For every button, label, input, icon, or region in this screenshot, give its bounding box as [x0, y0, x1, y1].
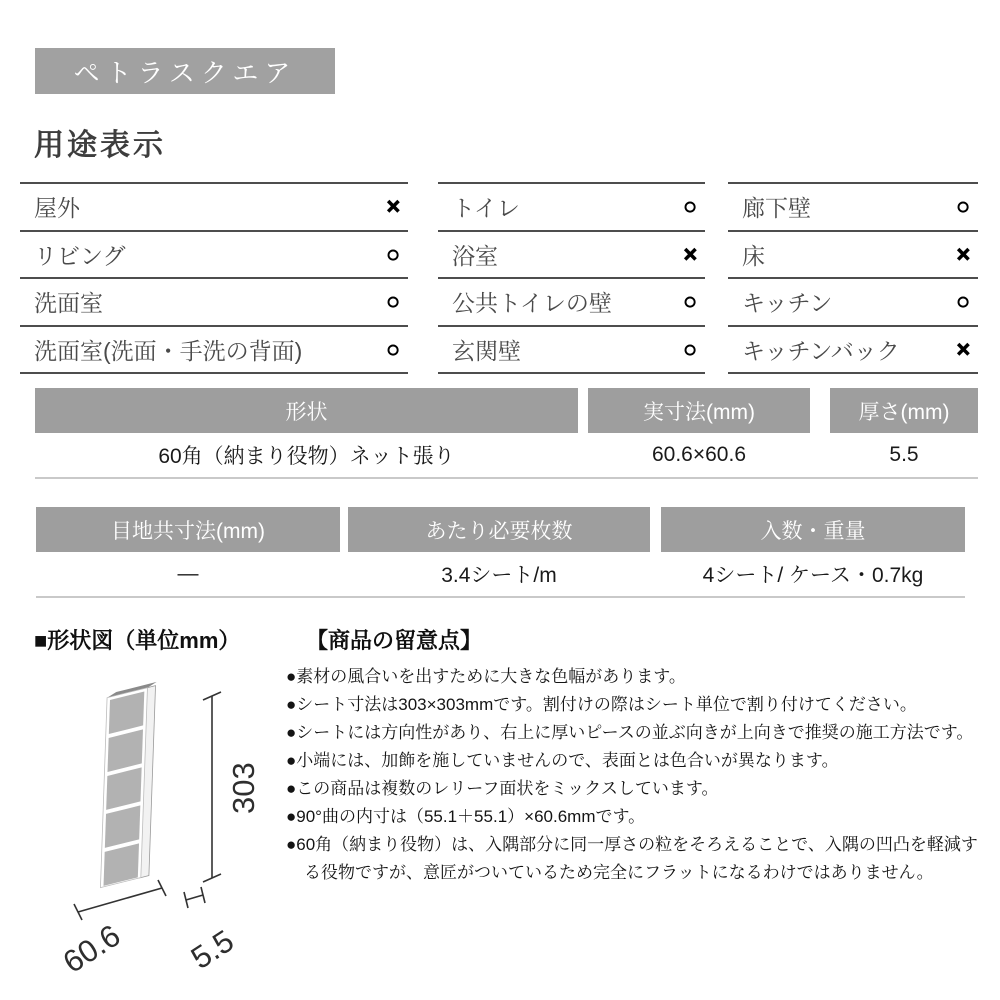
table-row [438, 182, 705, 230]
usage-mark: ○ [386, 240, 400, 267]
shape-diagram-heading: ■形状図（単位mm） [34, 628, 241, 653]
cell-value: 5.5 [889, 443, 919, 466]
usage-mark: ○ [956, 288, 970, 315]
list-item: ●素材の風合いを出すために大きな色幅があります。 [286, 667, 686, 686]
usage-label: 廊下壁 [742, 195, 811, 222]
usage-table [20, 182, 978, 374]
cell-value: 60角（納まり役物）ネット張り [158, 445, 455, 468]
usage-label: 洗面室 [34, 290, 103, 317]
usage-mark: × [386, 193, 400, 220]
column-header: 形状 [35, 388, 578, 433]
list-item: ●この商品は複数のレリーフ面状をミックスしています。 [286, 779, 719, 798]
table-row [20, 277, 408, 325]
spec-column-quantity-weight [661, 507, 965, 596]
usage-label: 玄関壁 [452, 337, 521, 364]
tile-shape-diagram [40, 652, 310, 1000]
cell-value: 4シート/ ケース・0.7kg [702, 564, 924, 587]
usage-mark: × [683, 240, 697, 267]
usage-mark: ○ [683, 193, 697, 220]
product-name-badge: ペトラスクエア [35, 48, 335, 94]
usage-label: 屋外 [34, 195, 80, 222]
list-item: ●90°曲の内寸は（55.1＋55.1）×60.6mmです。 [286, 807, 646, 826]
product-notes-list [286, 663, 992, 887]
table-row [438, 230, 705, 278]
table-row [438, 325, 705, 373]
column-header: 厚さ(mm) [830, 388, 978, 433]
usage-section-heading: 用途表示 [34, 129, 166, 162]
shape-spec-table [35, 388, 978, 479]
list-item: ●小端には、加飾を施していませんので、表面とは色合いが異なります。 [286, 751, 839, 770]
notes-heading: 【商品の留意点】 [306, 628, 483, 653]
dimension-thickness [184, 887, 205, 908]
usage-label: 公共トイレの壁 [452, 290, 612, 317]
cell-value: — [177, 562, 199, 585]
table-row [728, 325, 978, 373]
usage-label: 床 [742, 242, 765, 269]
usage-column-2 [438, 182, 705, 374]
table-row [728, 277, 978, 325]
usage-mark: ○ [956, 193, 970, 220]
usage-mark: × [956, 240, 970, 267]
spec-column-joint [36, 507, 340, 596]
spec-column-sheets-needed [348, 507, 650, 596]
dimension-width-label: 60.6 [56, 917, 127, 980]
usage-mark: ○ [683, 288, 697, 315]
spec-column-thickness [830, 388, 978, 477]
spec-column-size [588, 388, 810, 477]
usage-label: 洗面室(洗面・手洗の背面) [34, 337, 303, 364]
column-header: 実寸法(mm) [588, 388, 810, 433]
usage-mark: × [956, 335, 970, 362]
usage-label: キッチンバック [742, 337, 900, 364]
usage-mark: ○ [386, 335, 400, 362]
dimension-height [203, 692, 221, 882]
usage-label: リビング [34, 242, 126, 269]
usage-label: キッチン [742, 290, 833, 317]
packaging-spec-table [36, 507, 965, 598]
table-row [438, 277, 705, 325]
table-row [20, 182, 408, 230]
table-row [728, 230, 978, 278]
column-header: 入数・重量 [661, 507, 965, 552]
list-item: ●シートには方向性があり、右上に厚いピースの並ぶ向きが上向きで推奨の施工方法です。 [286, 723, 974, 742]
cell-value: 3.4シート/m [441, 564, 557, 587]
dimension-height-label: 303 [226, 762, 261, 814]
column-header: 目地共寸法(mm) [36, 507, 340, 552]
usage-label: トイレ [452, 195, 520, 222]
tile-strip [100, 682, 156, 888]
dimension-width [74, 880, 166, 920]
usage-label: 浴室 [452, 242, 498, 269]
usage-column-1 [20, 182, 408, 374]
column-header: あたり必要枚数 [348, 507, 650, 552]
table-row [20, 230, 408, 278]
usage-column-3 [728, 182, 978, 374]
usage-mark: ○ [683, 335, 697, 362]
table-row [728, 182, 978, 230]
list-item: ●60角（納まり役物）は、入隅部分に同一厚さの粒をそろえることで、入隅の凹凸を軽減する役物ですが、意匠がついているため完全にフラットになるわけではありません。 [286, 835, 978, 882]
spec-column-shape [35, 388, 578, 477]
usage-mark: ○ [386, 288, 400, 315]
dimension-thickness-label: 5.5 [184, 923, 240, 976]
cell-value: 60.6×60.6 [651, 443, 746, 466]
table-row [20, 325, 408, 373]
list-item: ●シート寸法は303×303mmです。割付けの際はシート単位で割り付けてください。 [286, 695, 917, 714]
